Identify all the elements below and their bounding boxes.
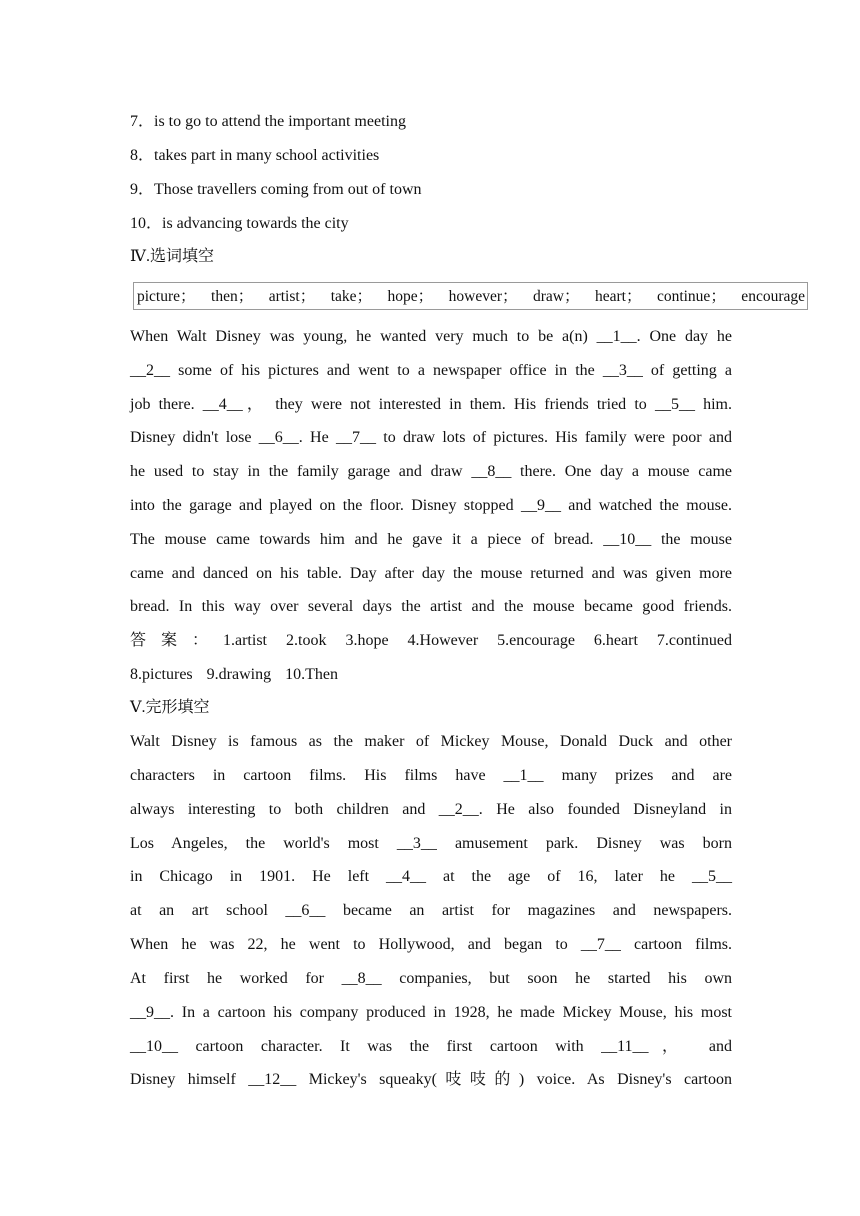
passage2-line: Walt Disney is famous as the maker of Mickey Mouse, Donald Duck and other xyxy=(130,733,732,750)
section-5-heading: Ⅴ.完形填空 xyxy=(130,699,210,716)
answer-key-line-1: 答案：1.artist 2.took 3.hope 4.However 5.encourage 6.heart 7.continued xyxy=(130,632,732,649)
passage2-line: When he was 22, he went to Hollywood, and began to __7__ cartoon films. xyxy=(130,936,732,953)
passage2-line: always interesting to both children and __2__. He also founded Disneyland in xyxy=(130,801,732,818)
answer-item-7: 7．is to go to attend the important meeting xyxy=(130,113,406,130)
passage2-line: At first he worked for __8__ companies, but soon he started his own xyxy=(130,970,732,987)
word-bank: picture； then； artist； take； hope； however； draw； heart； continue； encourage xyxy=(137,288,805,305)
passage2-line: characters in cartoon films. His films have __1__ many prizes and are xyxy=(130,767,732,784)
passage2-line: Los Angeles, the world's most __3__ amusement park. Disney was born xyxy=(130,835,732,852)
word-bank-box xyxy=(133,282,808,310)
passage1-line: he used to stay in the family garage and draw __8__ there. One day a mouse came xyxy=(130,463,732,480)
passage1-line: Disney didn't lose __6__. He __7__ to draw lots of pictures. His family were poor and xyxy=(130,429,732,446)
passage1-line: __2__ some of his pictures and went to a newspaper office in the __3__ of getting a xyxy=(130,362,732,379)
answer-item-9: 9．Those travellers coming from out of town xyxy=(130,181,422,198)
passage2-line: __10__ cartoon character. It was the first cartoon with __11__， and xyxy=(130,1038,732,1055)
passage1-line: When Walt Disney was young, he wanted very much to be a(n) __1__. One day he xyxy=(130,328,732,345)
passage2-line: in Chicago in 1901. He left __4__ at the age of 16, later he __5__ xyxy=(130,868,732,885)
section-4-heading: Ⅳ.选词填空 xyxy=(130,248,214,265)
answer-key-line-2: 8.pictures 9.drawing 10.Then xyxy=(130,666,338,683)
answer-item-8: 8．takes part in many school activities xyxy=(130,147,380,164)
passage1-line: bread. In this way over several days the artist and the mouse became good friends. xyxy=(130,598,732,615)
passage1-line: job there. __4__， they were not interested in them. His friends tried to __5__ him. xyxy=(130,396,732,413)
answer-item-10: 10．is advancing towards the city xyxy=(130,215,349,232)
passage2-line: Disney himself __12__ Mickey's squeaky(吱吱的) voice. As Disney's cartoon xyxy=(130,1071,732,1088)
passage2-line: at an art school __6__ became an artist for magazines and newspapers. xyxy=(130,902,732,919)
passage1-line: into the garage and played on the floor. Disney stopped __9__ and watched the mouse. xyxy=(130,497,732,514)
passage1-line: The mouse came towards him and he gave it a piece of bread. __10__ the mouse xyxy=(130,531,732,548)
passage2-line: __9__. In a cartoon his company produced in 1928, he made Mickey Mouse, his most xyxy=(130,1004,732,1021)
passage1-line: came and danced on his table. Day after day the mouse returned and was given more xyxy=(130,565,732,582)
